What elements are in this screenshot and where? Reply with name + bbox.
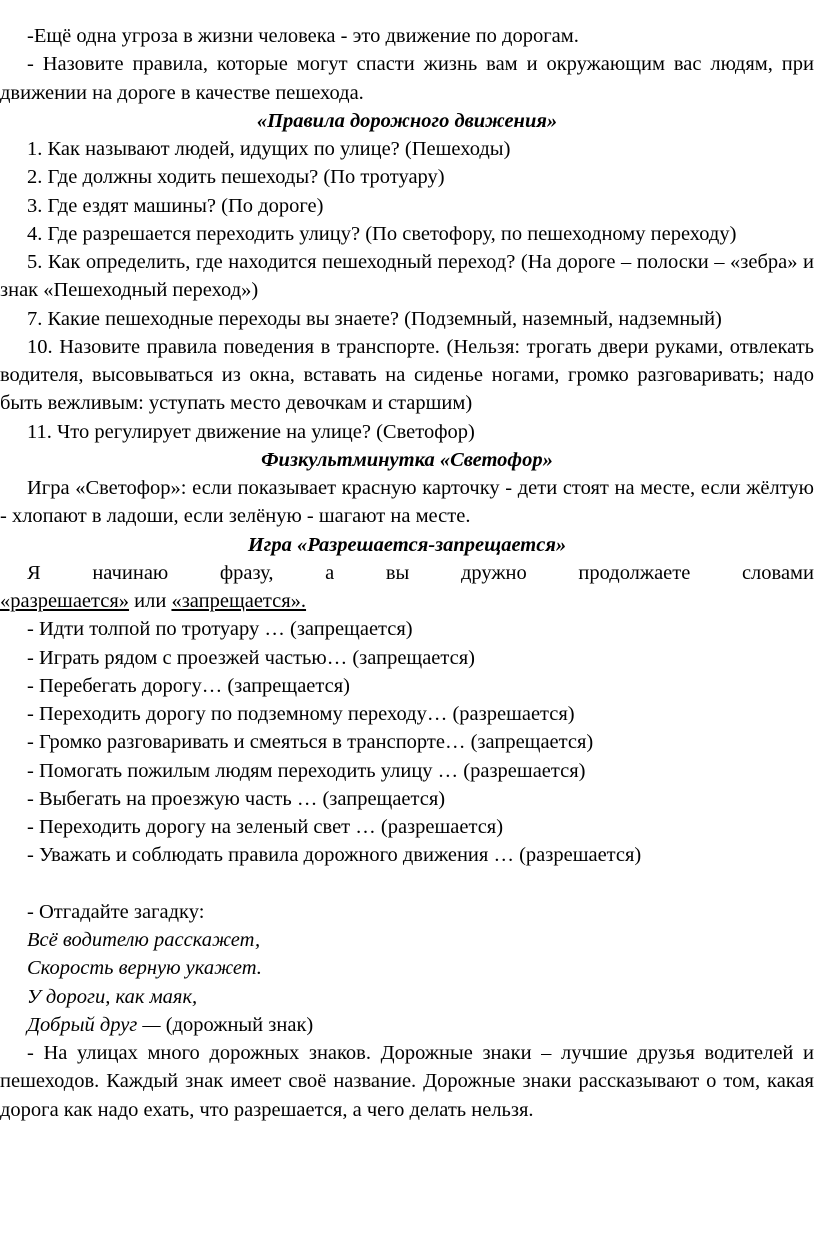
intro-line-1: -Ещё одна угроза в жизни человека - это движение по дорогам. <box>27 25 579 47</box>
game-intro-line: Я начинаю фразу, а вы дружно продолжаете словами <box>27 561 814 584</box>
game-item: - Переходить дорогу по подземному переходу… (разрешается) <box>27 703 575 725</box>
riddle-line: Скорость верную укажет. <box>27 957 262 980</box>
game-intro-words <box>0 587 816 615</box>
word-or: или <box>134 590 167 612</box>
riddle-last-line <box>0 1011 816 1039</box>
riddle-answer: (дорожный знак) <box>165 1013 314 1036</box>
quiz-item: 11. Что регулирует движение на улице? (Светофор) <box>27 420 475 443</box>
riddle-line: У дороги, как маяк, <box>27 985 198 1008</box>
section-title-physical-minute: Физкультминутка «Светофор» <box>261 448 553 471</box>
quiz-item: 4. Где разрешается переходить улицу? (По светофору, по пешеходному переходу) <box>27 222 737 245</box>
game-item: - Перебегать дорогу… (запрещается) <box>27 674 350 697</box>
game-item: - Играть рядом с проезжей частью… (запрещается) <box>27 646 475 669</box>
riddle-prompt: - Отгадайте загадку: <box>27 900 205 923</box>
game-item: - Уважать и соблюдать правила дорожного движения … (разрешается) <box>27 844 642 867</box>
game-item: - Выбегать на проезжую часть … (запрещается) <box>27 787 446 810</box>
quiz-item: 1. Как называют людей, идущих по улице? (Пешеходы) <box>27 138 511 160</box>
riddle-line: Всё водителю расскажет, <box>27 929 261 951</box>
section-title-allowed-forbidden: Игра «Разрешается-запрещается» <box>247 533 567 556</box>
quiz-item: 5. Как определить, где находится пешеходный переход? (На дороге – полоски – «зебра» и знак «Пешеходный переход») <box>0 251 814 302</box>
physical-minute-text: Игра «Светофор»: если показывает красную карточку - дети стоят на месте, если жёлтую - хлопают в ладоши, если зелёную - шагают на месте. <box>0 477 814 528</box>
document-page <box>0 22 816 1124</box>
game-item: - Идти толпой по тротуару … (запрещается) <box>27 618 413 641</box>
quiz-item: 10. Назовите правила поведения в транспорте. (Нельзя: трогать двери руками, отвлекать водителя, высовываться из окна, вставать на сиденье ногами, громко разговаривать; надо быть вежливым: уступать место девочкам и старшим) <box>0 335 814 415</box>
game-item: - Помогать пожилым людям переходить улицу … (разрешается) <box>27 759 586 782</box>
game-item: - Переходить дорогу на зеленый свет … (разрешается) <box>27 816 504 838</box>
riddle-dash: — <box>142 1013 161 1036</box>
quiz-item: 7. Какие пешеходные переходы вы знаете? (Подземный, наземный, надземный) <box>27 307 722 330</box>
intro-line-2: - Назовите правила, которые могут спасти жизнь вам и окружающим вас людям, при движении на дороге в качестве пешехода. <box>0 53 814 104</box>
closing-paragraph: - На улицах много дорожных знаков. Дорожные знаки – лучшие друзья водителей и пешеходов. Каждый знак имеет своё название. Дорожные знаки рассказывают о том, какая дорога как надо ехать, что разрешается, а чего делать нельзя. <box>0 1042 814 1121</box>
word-allowed: «разрешается» <box>0 590 130 612</box>
quiz-item: 2. Где должны ходить пешеходы? (По тротуару) <box>27 166 445 189</box>
riddle-last-words: Добрый друг <box>27 1013 138 1036</box>
section-title-traffic-rules: «Правила дорожного движения» <box>256 109 558 132</box>
word-forbidden: «запрещается». <box>171 590 307 612</box>
game-item: - Громко разговаривать и смеяться в транспорте… (запрещается) <box>27 731 594 754</box>
quiz-item: 3. Где ездят машины? (По дороге) <box>27 194 324 217</box>
blank-line <box>0 870 816 898</box>
